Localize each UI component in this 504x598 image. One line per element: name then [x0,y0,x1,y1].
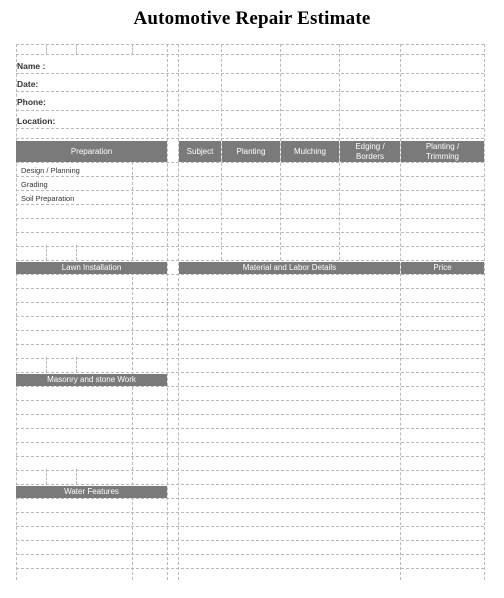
grid-col-line [76,357,77,372]
grid-col-line [178,44,179,580]
grid-col-line [132,162,133,580]
grid-row-line [16,288,484,289]
grid-row-line [16,54,484,55]
masonry-header: Masonry and stone Work [16,374,167,386]
grid-row-line [16,568,484,569]
grid-row-line [16,162,484,163]
grid-col-line [400,44,401,580]
grid-row-line [16,358,484,359]
subject-header: Subject [179,141,221,162]
material-labor-header: Material and Labor Details [179,262,400,274]
grid-row-line [16,456,484,457]
document-title: Automotive Repair Estimate [133,8,371,29]
grid-row-line [16,372,484,373]
grid-row-line [16,344,484,345]
grid-row-line [16,44,484,45]
grid-row-line [16,540,484,541]
planting-header: Planting [222,141,280,162]
grid-col-line [167,44,168,580]
preparation-header: Preparation [16,141,167,162]
grid-row-line [16,232,484,233]
grid-row-line [16,400,484,401]
grid-row-line [16,204,484,205]
grid-col-line [46,357,47,372]
grid-row-line [16,246,484,247]
grid-row-line [16,470,484,471]
grid-col-line [76,245,77,260]
water-features-header: Water Features [16,486,167,498]
grid-row-line [16,302,484,303]
grid-col-line [76,44,77,54]
grid-col-line [46,245,47,260]
grid-row-line [16,316,484,317]
grid-row-line [16,73,484,74]
grid-row-line [16,218,484,219]
grid-row-line [16,91,484,92]
location-label: Location: [17,116,56,126]
grid-col-line [132,44,133,54]
grid-row-line [16,190,484,191]
grid-col-line [46,469,47,484]
grid-row-line [16,428,484,429]
grid-col-line [484,44,485,580]
name-label: Name : [17,61,46,71]
grid-row-line [16,498,484,499]
prep-item-soil-preparation: Soil Preparation [21,194,75,203]
lawn-installation-header: Lawn Installation [16,262,167,274]
prep-item-grading: Grading [21,180,48,189]
grid-row-line [16,512,484,513]
grid-col-line [76,469,77,484]
edging-borders-header: Edging / Borders [340,141,400,162]
phone-label: Phone: [17,97,46,107]
grid-row-line [16,442,484,443]
grid-row-line [16,260,484,261]
grid-row-line [16,138,484,139]
prep-item-design-planning: Design / Planning [21,166,80,175]
price-header: Price [401,262,484,274]
grid-col-line [46,44,47,54]
date-label: Date: [17,79,39,89]
grid-row-line [16,554,484,555]
mulching-header: Mulching [281,141,339,162]
grid-row-line [16,110,484,111]
grid-row-line [16,330,484,331]
grid-row-line [16,484,484,485]
grid-row-line [16,414,484,415]
grid-row-line [16,176,484,177]
grid-row-line [16,386,484,387]
grid-row-line [16,526,484,527]
grid-row-line [16,128,484,129]
grid-row-line [16,274,484,275]
planting-trimming-header: Planting / Trimming [401,141,484,162]
